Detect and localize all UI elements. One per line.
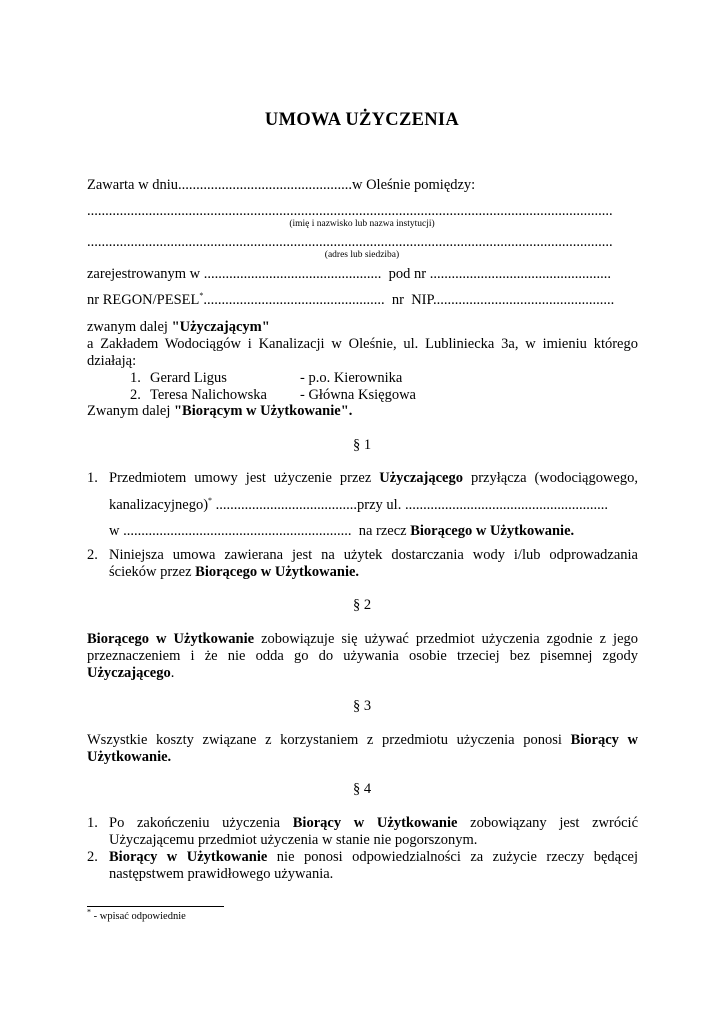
s4-p2-text (109, 849, 638, 883)
s4-p1-text-b: zobowiązany jest zwrócić Użyczającemu przedmiot użyczenia w stanie nie pogorszonym. (109, 815, 639, 848)
borrower-description: a Zakładem Wodociągów i Kanalizacji w Oleśnie, ul. Lubliniecka 3a, w imieniu którego działają: (87, 336, 638, 369)
s1-p1-line3-bold: Biorącego w Użytkowanie. (410, 523, 575, 539)
s1-p2-bold: Biorącego w Użytkowanie. (195, 564, 360, 580)
s4-p2-bold: Biorący w Użytkowanie (109, 849, 268, 865)
s2-bold-borrower: Biorącego w Użytkowanie (87, 631, 255, 647)
s1-p1-text-b: przyłącza (wodociągowego, (462, 470, 638, 486)
signatory-2-name: Teresa Nalichowska (150, 387, 267, 403)
date-line: Zawarta w dniu................................................w Oleśnie pomiędzy: (87, 177, 476, 193)
lender-term: "Użyczającym" (171, 319, 270, 335)
s1-p1-line1 (109, 470, 638, 487)
footnote-mark: * (87, 907, 91, 917)
signatory-2-role: - Główna Księgowa (300, 387, 416, 403)
called-prefix: zwanym dalej (87, 319, 172, 335)
s1-p2-num: 2. (87, 547, 98, 563)
s3-paragraph (87, 732, 638, 766)
borrower-term: "Biorącym w Użytkowanie". (173, 403, 353, 419)
s1-p1-line3-a: w ............................................................... na rzecz (109, 523, 411, 539)
signatory-2-num: 2. (130, 387, 141, 403)
s4-p2-num: 2. (87, 849, 98, 865)
s2-paragraph (87, 631, 638, 682)
s4-p1-text-a: Po zakończeniu użyczenia (109, 815, 293, 831)
s1-p1-bold: Użyczającego (379, 470, 463, 486)
s2-bold-lender: Użyczającego (87, 665, 171, 681)
s1-p2-text-a: Niniejsza umowa zawierana jest na użytek dostarczania wody i/lub odprowadzania ścieków przez (109, 547, 638, 580)
section-3-heading: § 3 (352, 698, 372, 714)
footnote-marker: * (199, 291, 204, 301)
called2-prefix: Zwanym dalej (87, 403, 174, 419)
signatory-1-name: Gerard Ligus (150, 370, 227, 386)
footnote (87, 907, 186, 922)
party-name-dots: ................................................................................................................................................. (87, 203, 613, 219)
section-4-heading: § 4 (352, 781, 372, 797)
s3-text: Wszystkie koszty związane z korzystaniem z przedmiotu użyczenia ponosi (87, 732, 571, 748)
s1-p1-line2-b: .......................................przy ul. ........................................................ (212, 497, 608, 513)
s4-p2-text-b: nie ponosi odpowiedzialności za zużycie rzeczy będącej następstwem prawidłowego używania. (109, 849, 638, 882)
s1-p1-line3 (109, 523, 574, 540)
regon-line (87, 292, 614, 309)
s2-end: . (170, 665, 175, 681)
document-title: UMOWA UŻYCZENIA (264, 110, 460, 130)
registered-line: zarejestrowanym w ................................................. pod nr .................................................. (87, 266, 611, 282)
s3-bold: Biorący w Użytkowanie. (87, 732, 638, 765)
signatory-1-num: 1. (130, 370, 141, 386)
s1-p1-line2 (109, 497, 608, 514)
party-address-caption: (adres lub siedziba) (324, 250, 400, 260)
footnote-separator (87, 906, 224, 907)
called-borrower-line (87, 403, 352, 420)
s4-p1-num: 1. (87, 815, 98, 831)
s4-p1-text (109, 815, 638, 849)
section-2-heading: § 2 (352, 597, 372, 613)
party-address-dots: ................................................................................................................................................. (87, 234, 613, 250)
footnote-text: - wpisać odpowiednie (91, 911, 186, 922)
s1-p2-text (109, 547, 638, 581)
section-1-heading: § 1 (352, 437, 372, 453)
s4-p1-bold: Biorący w Użytkowanie (292, 815, 458, 831)
signatory-1-role: - p.o. Kierownika (300, 370, 403, 386)
s1-footnote-marker: * (208, 496, 213, 506)
called-lender-line (87, 319, 270, 336)
s2-text: zobowiązuje się używać przedmiot użyczenia zgodnie z jego przeznaczeniem i że nie odda go do używania osobie trzeciej bez pisemnej zgody (87, 631, 639, 664)
party-name-caption: (imię i nazwisko lub nazwa instytucji) (289, 219, 435, 229)
regon-prefix: nr REGON/PESEL (87, 292, 200, 308)
s1-p1-line2-a: kanalizacyjnego) (109, 497, 209, 513)
regon-rest: .................................................. nr NIP.................................................. (203, 292, 615, 308)
s1-p1-text-a: Przedmiotem umowy jest użyczenie przez (109, 470, 380, 486)
s1-p1-num: 1. (87, 470, 98, 486)
